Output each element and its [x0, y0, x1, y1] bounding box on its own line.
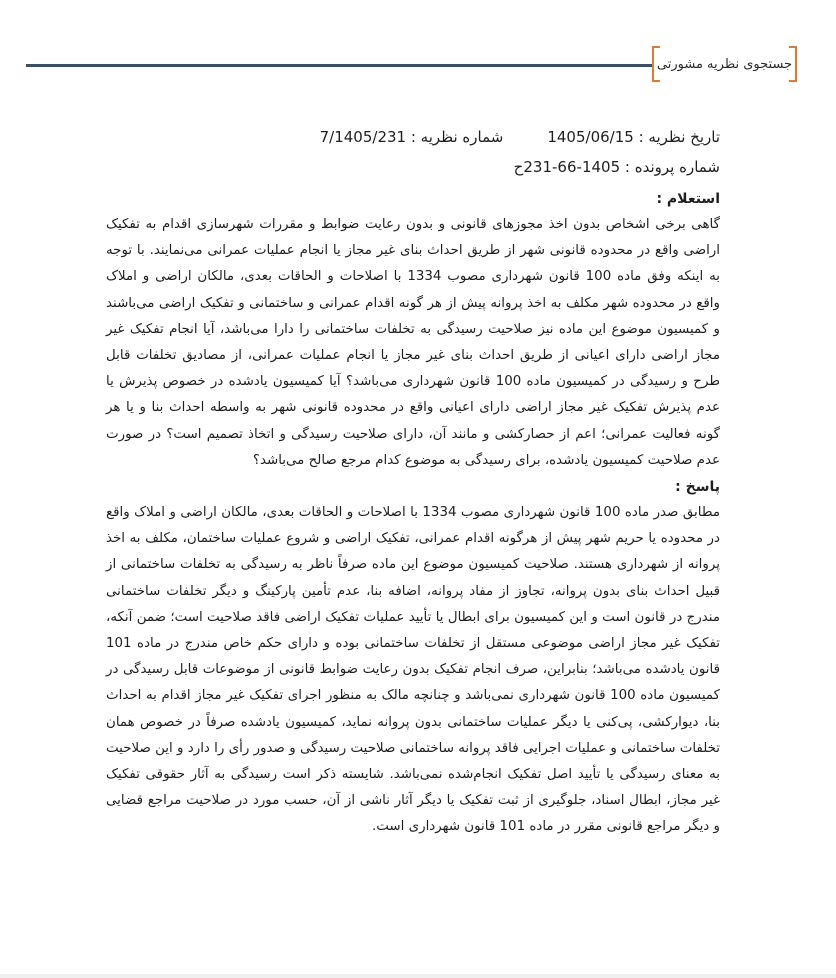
answer-text: مطابق صدر ماده 100 قانون شهرداری مصوب 1334 با اصلاحات و الحاقات بعدی، مالکان اراضی و املاک واقع در محدوده یا حریم شهر پیش از هرگونه اقدام عمرانی، تفکیک اراضی و شروع عملیات ساختمان، مکلف به اخذ پروانه از شهرداری هستند. صلاحیت کمیسیون موضوع این ماده صرفاً ناظر به رسیدگی به تخلفات ساختمانی از قبیل احداث بنای بدون پروانه، تجاوز از مفاد پروانه، اضافه بنا، عدم تأمین پارکینگ و دیگر تخلفات ساختمانی مندرج در قانون است و این کمیسیون برای ابطال یا تأیید عملیات تفکیک اراضی فاقد صلاحیت است؛ ضمن آنکه، تفکیک غیر مجاز اراضی موضوعی مستقل از تخلفات ساختمانی بوده و دارای حکم خاص مندرج در ماده 101 قانون یادشده می‌باشد؛ بنابراین، صرف انجام تفکیک بدون رعایت ضوابط قانونی از موضوعات قابل رسیدگی در کمیسیون ماده 100 قانون شهرداری نمی‌باشد و چنانچه مالک به منظور اجرای تفکیک غیر مجاز اقدام به احداث بنا، دیوارکشی، پی‌کنی یا دیگر عملیات ساختمانی بدون پروانه نماید، کمیسیون یادشده صرفاً در خصوص همان تخلفات ساختمانی و عملیات اجرایی فاقد پروانه ساختمانی صلاحیت رسیدگی و صدور رأی را دارد و این صلاحیت به معنای رسیدگی یا تأیید اصل تفکیک انجام‌شده نمی‌باشد. شایسته ذکر است رسیدگی به آثار حقوقی تفکیک غیر مجاز، ابطال اسناد، جلوگیری از ثبت تفکیک یا دیگر آثار ناشی از آن، حسب مورد در صلاحیت مراجع قضایی و دیگر مراجع قانونی مقرر در ماده 101 قانون شهرداری است.	[106, 505, 720, 835]
answer-heading: پاسخ :	[675, 479, 720, 496]
bottom-edge	[0, 974, 836, 978]
date-value: 1405/06/15	[547, 128, 634, 146]
header-title-box	[652, 46, 797, 82]
header-divider-line	[26, 64, 652, 67]
meta-row-date-number	[106, 122, 720, 152]
number-value: 7/1405/231	[319, 128, 407, 146]
bracket-corner	[654, 46, 660, 48]
bracket-corner	[789, 46, 795, 48]
bracket-corner	[654, 80, 660, 82]
meta-row-file	[106, 152, 720, 182]
inquiry-text: گاهی برخی اشخاص بدون اخذ مجوزهای قانونی و بدون رعایت ضوابط و مقررات شهرسازی اقدام به تفکیک اراضی واقع در محدوده قانونی شهر از طریق احداث بنای غیر مجاز یا انجام عملیات عمرانی می‌نمایند. با توجه به اینکه وفق ماده 100 قانون شهرداری مصوب 1334 با اصلاحات و الحاقات بعدی، مالکان اراضی و املاک واقع در محدوده شهر مکلف به اخذ پروانه پیش از هر گونه اقدام عمرانی و ساختمانی و تفکیک اراضی می‌باشند و کمیسیون موضوع این ماده نیز صلاحیت رسیدگی به تخلفات ساختمانی را دارا می‌باشد، آیا انجام تفکیک غیر مجاز اراضی دارای اعیانی از طریق احداث بنای غیر مجاز یا انجام عملیات عمرانی، از مصادیق تخلفات قابل طرح و رسیدگی در کمیسیون ماده 100 قانون شهرداری می‌باشد؟ آیا کمیسیون یادشده در خصوص پذیرش یا عدم پذیرش تفکیک غیر مجاز اراضی دارای اعیانی واقع در محدوده قانونی شهر به واسطه احداث بنا و یا هر گونه فعالیت عمرانی؛ اعم از حصارکشی و مانند آن، دارای صلاحیت رسیدگی و اتخاذ تصمیم است؟ در صورت عدم صلاحیت کمیسیون یادشده، برای رسیدگی به موضوع کدام مرجع صالح می‌باشد؟	[106, 217, 720, 468]
number-label: شماره نظریه :	[406, 128, 504, 146]
file-value: 1405-66-231ح	[513, 158, 621, 176]
inquiry-heading: استعلام :	[656, 191, 720, 207]
bracket-corner	[789, 80, 795, 82]
opinion-document	[106, 122, 720, 841]
page-title: جستجوی نظریه مشورتی	[656, 56, 793, 72]
date-label: تاریخ نظریه :	[633, 128, 720, 146]
file-label: شماره پرونده :	[620, 158, 720, 176]
